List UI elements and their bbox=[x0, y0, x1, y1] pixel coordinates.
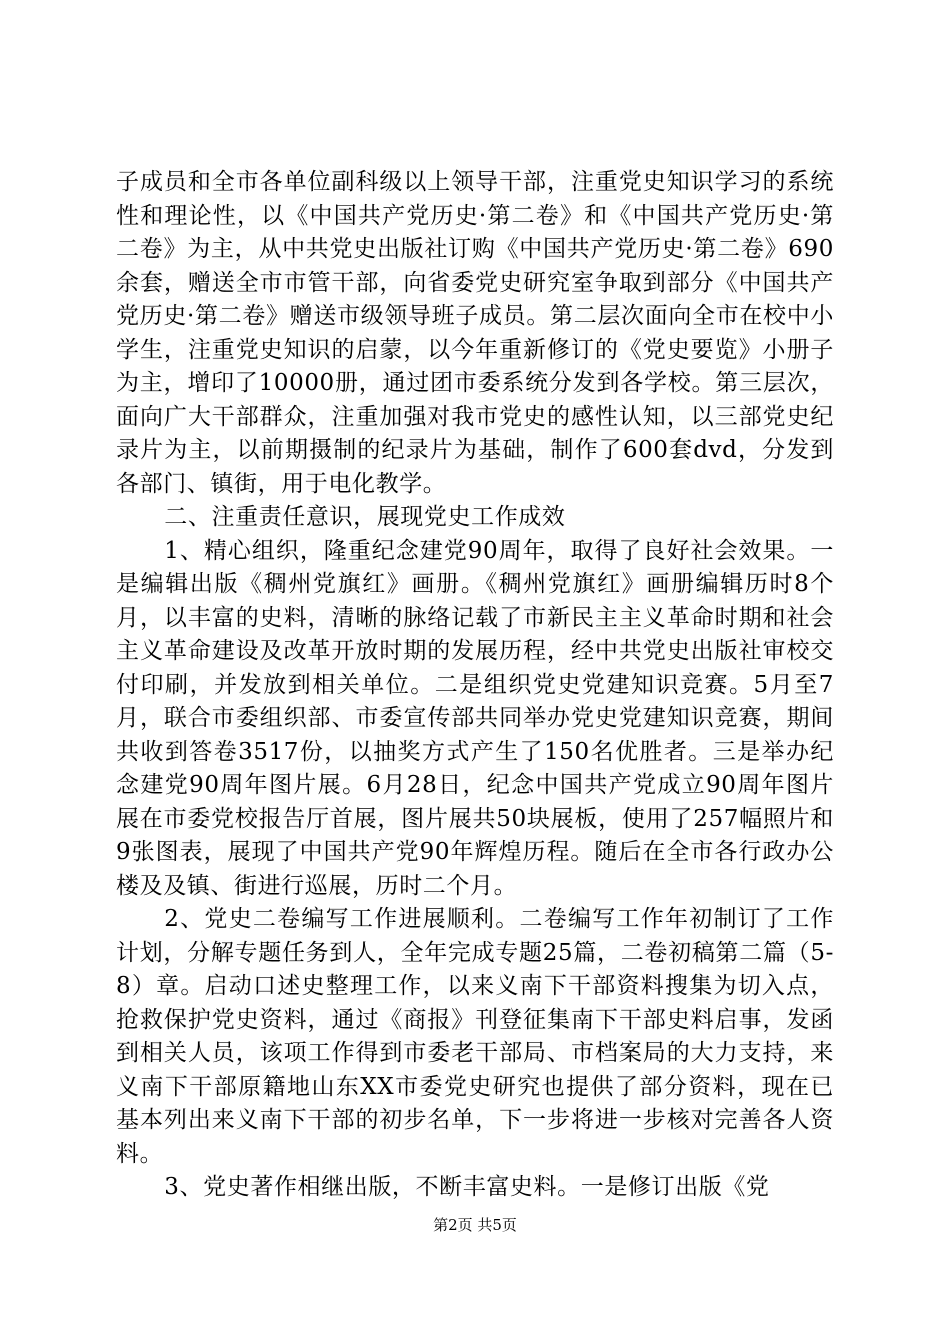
document-body bbox=[116, 166, 834, 1205]
page-number-footer: 第2页 共5页 bbox=[433, 1216, 517, 1234]
paragraph-item-3: 3、党史著作相继出版，不断丰富史料。一是修订出版《党 bbox=[164, 1174, 770, 1200]
paragraph-item-1: 1、精心组织，隆重纪念建党90周年，取得了良好社会效果。一是编辑出版《稠州党旗红》画册。《稠州党旗红》画册编辑历时8个月，以丰富的史料，清晰的脉络记载了市新民主主义革命时期和社会主义革命建设及改革开放时期的发展历程，经中共党史出版社审校交付印刷，并发放到相关单位。二是组织党史党建知识竞赛。5月至7月，联合市委组织部、市委宣传部共同举办党史党建知识竞赛，期间共收到答卷3517份，以抽奖方式产生了150名优胜者。三是举办纪念建党90周年图片展。6月28日，纪念中国共产党成立90周年图片展在市委党校报告厅首展，图片展共50块展板，使用了257幅照片和9张图表，展现了中国共产党90年辉煌历程。随后在全市各行政办公楼及及镇、街进行巡展，历时二个月。 bbox=[116, 537, 834, 899]
paragraph-continuation: 子成员和全市各单位副科级以上领导干部，注重党史知识学习的系统性和理论性，以《中国共产党历史·第二卷》和《中国共产党历史·第二卷》为主，从中共党史出版社订购《中国共产党历史·第二卷》690余套，赠送全市市管干部，向省委党史研究室争取到部分《中国共产党历史·第二卷》赠送市级领导班子成员。第二层次面向全市在校中小学生，注重党史知识的启蒙，以今年重新修订的《党史要览》小册子为主，增印了10000册，通过团市委系统分发到各学校。第三层次，面向广大干部群众，注重加强对我市党史的感性认知，以三部党史纪录片为主，以前期摄制的纪录片为基础，制作了600套dvd，分发到各部门、镇街，用于电化教学。 bbox=[116, 169, 834, 497]
section-heading: 二、注重责任意识，展现党史工作成效 bbox=[164, 504, 566, 530]
paragraph-item-2: 2、党史二卷编写工作进展顺利。二卷编写工作年初制订了工作计划，分解专题任务到人，全年完成专题25篇，二卷初稿第二篇（5-8）章。启动口述史整理工作，以来义南下干部资料搜集为切入点，抢救保护党史资料，通过《商报》刊登征集南下干部史料启事，发函到相关人员，该项工作得到市委老干部局、市档案局的大力支持，来义南下干部原籍地山东XX市委党史研究也提供了部分资料，现在已基本列出来义南下干部的初步名单，下一步将进一步核对完善各人资料。 bbox=[116, 906, 834, 1167]
